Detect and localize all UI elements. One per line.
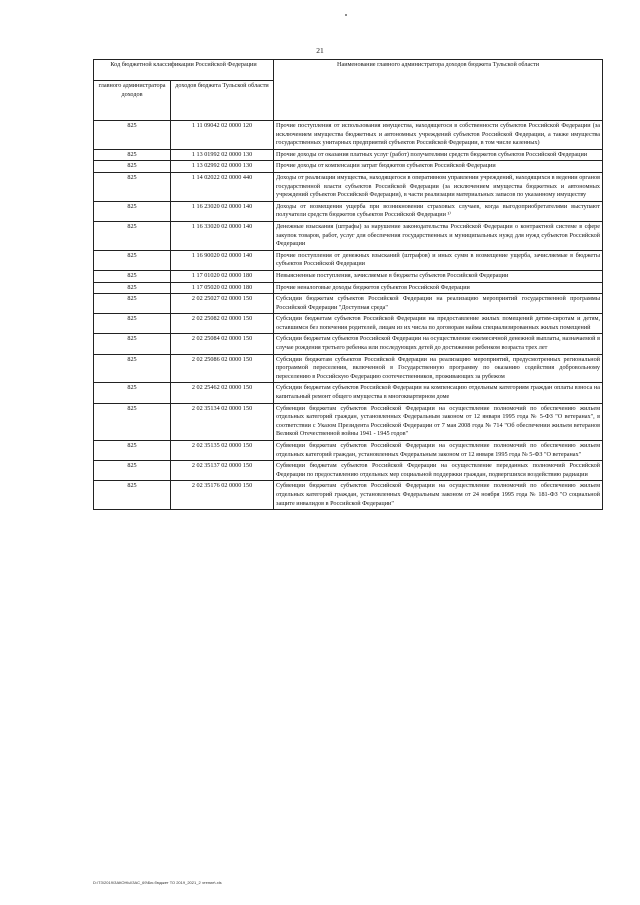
table-row bbox=[94, 172, 603, 201]
budget-code-cell: 1 13 01992 02 0000 130 bbox=[171, 149, 274, 161]
footer-file-path: D:\ТЗ\2019\ЗАКОНЫ\ЗАС_69\Бю.бюджет ТО 2019_2021_2 чтение\.xls bbox=[93, 880, 222, 885]
description-cell: Субсидии бюджетам субъектов Российской Федерации на реализацию мероприятий государственной программы Российской Федерации "Доступная среда" bbox=[274, 294, 603, 314]
budget-code-cell: 2 02 25084 02 0000 150 bbox=[171, 334, 274, 354]
table-row bbox=[94, 314, 603, 334]
description-cell: Субвенции бюджетам субъектов Российской Федерации на осуществление полномочий по обеспечению жильем отдельных категорий граждан, установленных Федеральным законом от 12 января 1995 года № 5-ФЗ "О ветеранах" bbox=[274, 441, 603, 461]
table-row bbox=[94, 441, 603, 461]
budget-code-cell: 1 11 09042 02 0000 120 bbox=[171, 121, 274, 150]
admin-code-cell: 825 bbox=[94, 250, 171, 270]
scan-dot bbox=[345, 14, 347, 16]
admin-code-cell: 825 bbox=[94, 441, 171, 461]
budget-code-cell: 1 13 02992 02 0000 130 bbox=[171, 161, 274, 173]
admin-code-cell: 825 bbox=[94, 149, 171, 161]
description-cell: Прочие поступления от использования имущества, находящегося в собственности субъектов Российской Федерации (за исключением имущества бюджетных и автономных учреждений субъектов Российской Федерации, а также имущества государственных унитарных предприятий субъектов Российской Федерации, в том числе казенных) bbox=[274, 121, 603, 150]
table-row bbox=[94, 221, 603, 250]
budget-code-cell: 1 17 01020 02 0000 180 bbox=[171, 270, 274, 282]
table-row bbox=[94, 270, 603, 282]
header-income-code: доходов бюджета Тульской области bbox=[171, 81, 274, 121]
page-number: 21 bbox=[316, 46, 324, 55]
budget-code-cell: 1 16 23020 02 0000 140 bbox=[171, 201, 274, 221]
admin-code-cell: 825 bbox=[94, 270, 171, 282]
table-row bbox=[94, 461, 603, 481]
admin-code-cell: 825 bbox=[94, 121, 171, 150]
table-row bbox=[94, 250, 603, 270]
table-row bbox=[94, 282, 603, 294]
admin-code-cell: 825 bbox=[94, 383, 171, 403]
description-cell: Доходы от возмещения ущерба при возникновении страховых случаев, когда выгодоприобретателями выступают получатели средств бюджетов субъектов Российской Федерации ¹⁾ bbox=[274, 201, 603, 221]
header-chief-admin: главного администратора доходов bbox=[94, 81, 171, 121]
description-cell: Субвенции бюджетам субъектов Российской Федерации на осуществление полномочий по обеспечению жильем отдельных категорий граждан, установленных Федеральным законом от 12 января 1995 года № 5-ФЗ "О ветеранах", в соответствии с Указом Президента Российской Федерации от 7 мая 2008 года № 714 "Об обеспечении жильем ветеранов Великой Отечественной войны 1941 - 1945 годов" bbox=[274, 403, 603, 440]
admin-code-cell: 825 bbox=[94, 481, 171, 510]
table-row bbox=[94, 403, 603, 440]
budget-code-cell: 2 02 25082 02 0000 150 bbox=[171, 314, 274, 334]
table-row bbox=[94, 149, 603, 161]
budget-code-cell: 2 02 25027 02 0000 150 bbox=[171, 294, 274, 314]
budget-code-cell: 1 17 05020 02 0000 180 bbox=[171, 282, 274, 294]
description-cell: Субвенции бюджетам субъектов Российской Федерации на осуществление полномочий по обеспечению жильем отдельных категорий граждан, установленных Федеральным законом от 24 ноября 1995 года № 181-ФЗ "О социальной защите инвалидов в Российской Федерации" bbox=[274, 481, 603, 510]
description-cell: Невыясненные поступления, зачисляемые в бюджеты субъектов Российской Федерации bbox=[274, 270, 603, 282]
table-row bbox=[94, 481, 603, 510]
table-row bbox=[94, 161, 603, 173]
description-cell: Прочие доходы от оказания платных услуг (работ) получателями средств бюджетов субъектов Российской Федерации bbox=[274, 149, 603, 161]
admin-code-cell: 825 bbox=[94, 172, 171, 201]
description-cell: Денежные взыскания (штрафы) за нарушение законодательства Российской Федерации о контрактной системе в сфере закупок товаров, работ, услуг для обеспечения государственных и муниципальных нужд для нужд субъектов Российской Федерации bbox=[274, 221, 603, 250]
budget-code-cell: 1 16 90020 02 0000 140 bbox=[171, 250, 274, 270]
budget-classification-table bbox=[93, 59, 603, 510]
budget-code-cell: 2 02 35137 02 0000 150 bbox=[171, 461, 274, 481]
admin-code-cell: 825 bbox=[94, 354, 171, 383]
description-cell: Субсидии бюджетам субъектов Российской Федерации на предоставление жилых помещений детям-сиротам и детям, оставшимся без попечения родителей, лицам из их числа по договорам найма специализированных жилых помещений bbox=[274, 314, 603, 334]
header-admin-name: Наименование главного администратора доходов бюджета Тульской области bbox=[274, 60, 603, 121]
budget-code-cell: 1 16 33020 02 0000 140 bbox=[171, 221, 274, 250]
budget-code-cell: 2 02 35134 02 0000 150 bbox=[171, 403, 274, 440]
admin-code-cell: 825 bbox=[94, 294, 171, 314]
budget-code-cell: 2 02 25086 02 0000 150 bbox=[171, 354, 274, 383]
description-cell: Субсидии бюджетам субъектов Российской Федерации на реализацию мероприятий, предусмотренных региональной программой переселения, включенной в Государственную программу по оказанию содействия добровольному переселению в Российскую Федерацию соотечественников, проживающих за рубежом bbox=[274, 354, 603, 383]
description-cell: Прочие поступления от денежных взысканий (штрафов) и иных сумм в возмещение ущерба, зачисляемые в бюджеты субъектов Российской Федерации bbox=[274, 250, 603, 270]
budget-code-cell: 1 14 02022 02 0000 440 bbox=[171, 172, 274, 201]
table-row bbox=[94, 294, 603, 314]
table-row bbox=[94, 334, 603, 354]
admin-code-cell: 825 bbox=[94, 334, 171, 354]
table-row bbox=[94, 201, 603, 221]
description-cell: Субсидии бюджетам субъектов Российской Федерации на осуществление ежемесячной денежной выплаты, назначаемой в случае рождения третьего ребенка или последующих детей до достижения ребенком возраста трех лет bbox=[274, 334, 603, 354]
budget-code-cell: 2 02 35135 02 0000 150 bbox=[171, 441, 274, 461]
description-cell: Прочие доходы от компенсации затрат бюджетов субъектов Российской Федерации bbox=[274, 161, 603, 173]
description-cell: Субвенции бюджетам субъектов Российской Федерации на осуществление переданных полномочий Российской Федерации по предоставлению отдельных мер социальной поддержки граждан, подвергшихся воздействию радиации bbox=[274, 461, 603, 481]
admin-code-cell: 825 bbox=[94, 161, 171, 173]
table-row bbox=[94, 354, 603, 383]
budget-code-cell: 2 02 25462 02 0000 150 bbox=[171, 383, 274, 403]
admin-code-cell: 825 bbox=[94, 221, 171, 250]
budget-code-cell: 2 02 35176 02 0000 150 bbox=[171, 481, 274, 510]
table-row bbox=[94, 121, 603, 150]
description-cell: Субсидии бюджетам субъектов Российской Федерации на компенсацию отдельным категориям граждан оплаты взноса на капитальный ремонт общего имущества в многоквартирном доме bbox=[274, 383, 603, 403]
header-classification: Код бюджетной классификации Российской Федерации bbox=[94, 60, 274, 81]
admin-code-cell: 825 bbox=[94, 282, 171, 294]
description-cell: Прочие неналоговые доходы бюджетов субъектов Российской Федерации bbox=[274, 282, 603, 294]
table-row bbox=[94, 383, 603, 403]
description-cell: Доходы от реализации имущества, находящегося в оперативном управлении учреждений, находящихся в ведении органов государственной власти субъектов Российской Федерации (за исключением имущества бюджетных и автономных учреждений субъектов Российской Федерации), в части реализации материальных запасов по указанному имуществу bbox=[274, 172, 603, 201]
admin-code-cell: 825 bbox=[94, 461, 171, 481]
admin-code-cell: 825 bbox=[94, 403, 171, 440]
admin-code-cell: 825 bbox=[94, 201, 171, 221]
admin-code-cell: 825 bbox=[94, 314, 171, 334]
table-body bbox=[94, 121, 603, 510]
